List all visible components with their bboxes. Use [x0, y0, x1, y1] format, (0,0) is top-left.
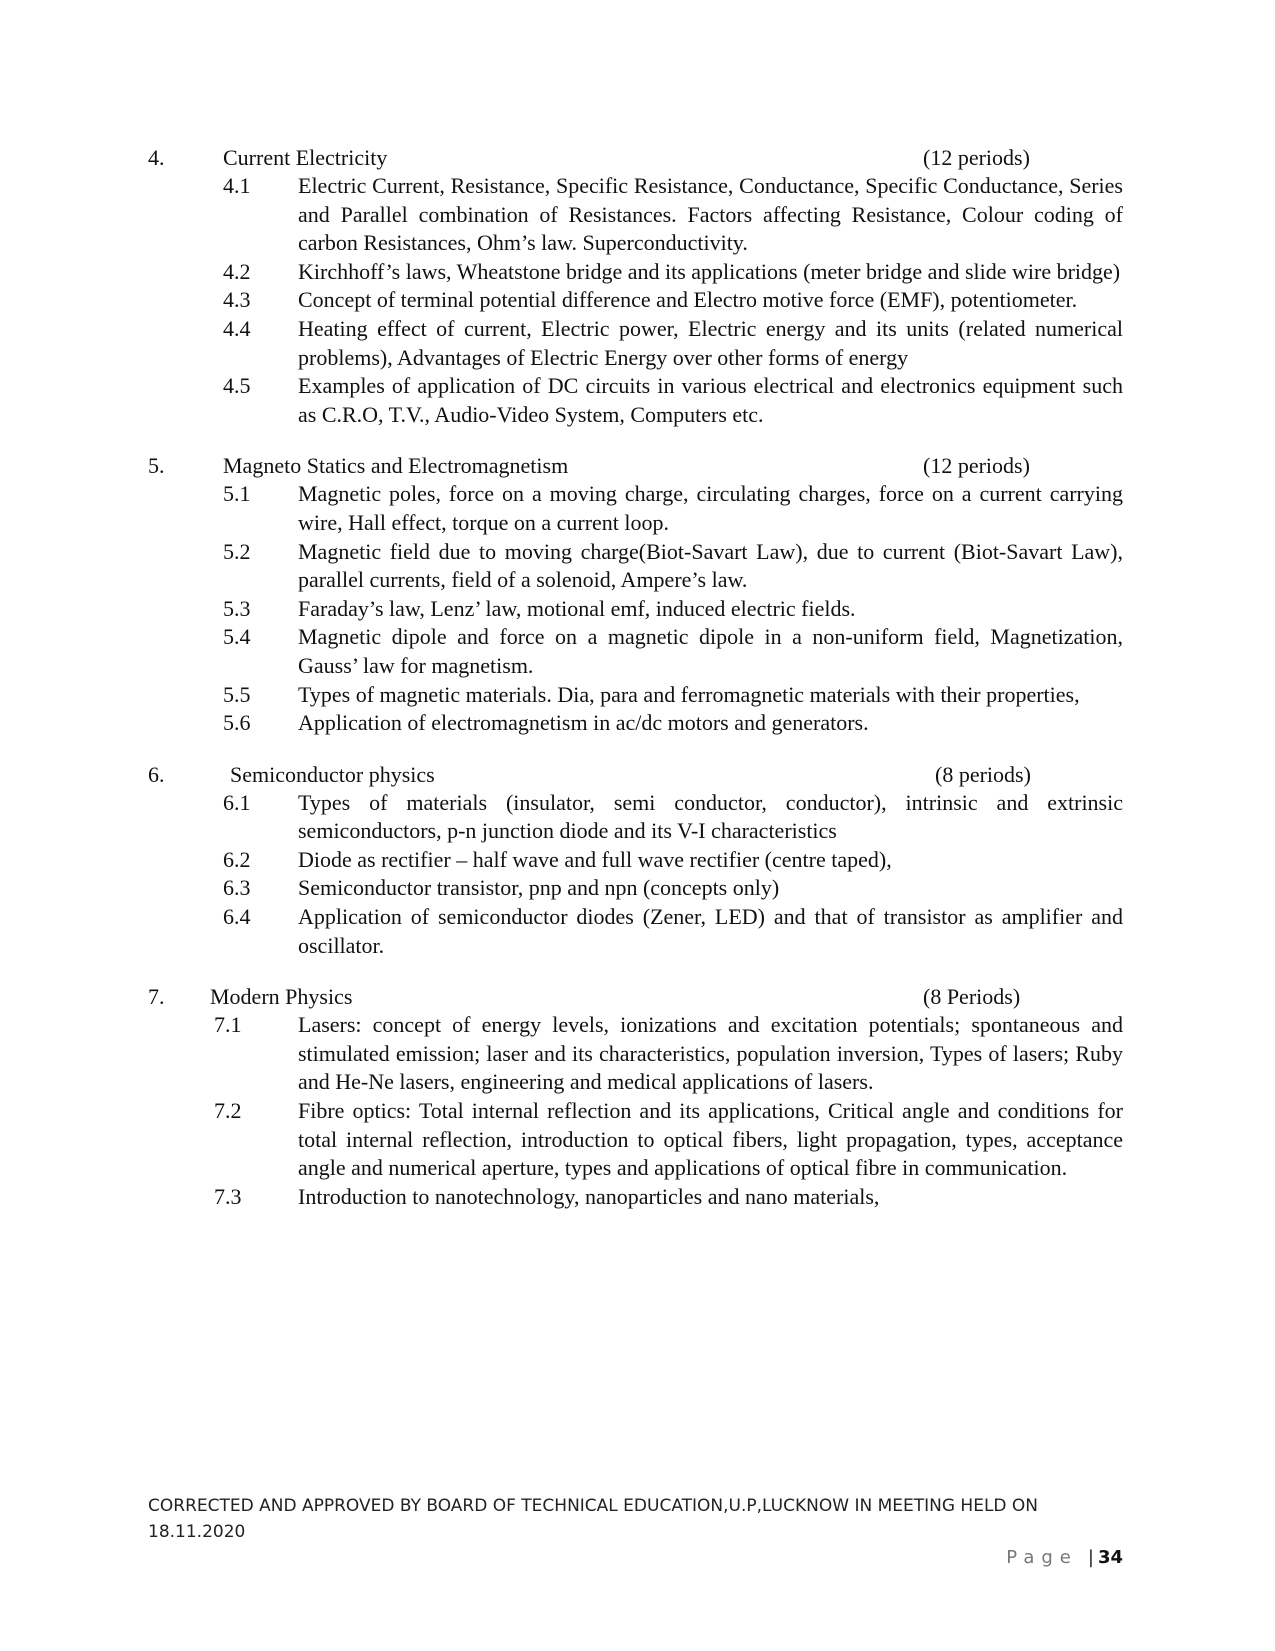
- topic-text: Electric Current, Resistance, Specific Resistance, Conductance, Specific Conductance, Series and Parallel combination of Resistances. Factors affecting Resistance, Colour coding of carbon Resistances, Ohm’s law. Superconductivity.: [298, 173, 1123, 256]
- section-heading: [148, 451, 1123, 480]
- topic-number: 6.2: [223, 846, 251, 872]
- topic-number: 7.2: [214, 1098, 242, 1124]
- topic-number: 5.3: [223, 595, 251, 621]
- topic-item: [148, 903, 1123, 960]
- topic-text: Application of electromagnetism in ac/dc motors and generators.: [298, 710, 869, 736]
- topic-text: Magnetic dipole and force on a magnetic dipole in a non-uniform field, Magnetization, Gauss’ law for magnetism.: [298, 624, 1123, 678]
- section-modern-physics: [148, 982, 1123, 1211]
- section-semiconductor-physics: [148, 760, 1123, 961]
- topic-item: [148, 846, 1123, 875]
- topic-text: Concept of terminal potential difference and Electro motive force (EMF), potentiometer.: [298, 287, 1078, 313]
- footer-date: 18.11.2020: [148, 1522, 246, 1542]
- section-magneto-statics: [148, 451, 1123, 737]
- topic-item: [148, 1183, 1123, 1212]
- topic-item: [148, 681, 1123, 710]
- section-number: 6.: [148, 761, 165, 787]
- topic-number: 7.3: [214, 1183, 242, 1209]
- topic-item: [148, 538, 1123, 595]
- footer-approval-line: CORRECTED AND APPROVED BY BOARD OF TECHNICAL EDUCATION,U.P,LUCKNOW IN MEETING HELD ON: [148, 1496, 1039, 1516]
- topic-number: 6.3: [223, 875, 251, 901]
- topic-text: Lasers: concept of energy levels, ionizations and excitation potentials; spontaneous and stimulated emission; laser and its characteristics, population inversion, Types of lasers; Ruby and He-Ne lasers, engineering and medical applications of lasers.: [298, 1012, 1123, 1095]
- topic-number: 4.3: [223, 287, 251, 313]
- section-title: Current Electricity: [223, 145, 388, 170]
- section-title: Modern Physics: [210, 984, 353, 1010]
- topic-number: 5.2: [223, 538, 251, 564]
- page-number: 34: [1097, 1547, 1123, 1568]
- topic-item: [148, 372, 1123, 429]
- section-periods: (8 Periods): [923, 984, 1021, 1010]
- topic-number: 5.5: [223, 681, 251, 707]
- topic-item: [148, 1011, 1123, 1097]
- topic-number: 4.1: [223, 173, 251, 198]
- topic-item: [148, 709, 1123, 738]
- page-label: Page: [1006, 1547, 1078, 1568]
- topic-item: [148, 789, 1123, 846]
- section-number: 4.: [148, 145, 165, 170]
- topic-item: [148, 623, 1123, 680]
- topic-number: 5.1: [223, 481, 251, 507]
- topic-text: Heating effect of current, Electric power, Electric energy and its units (related numerical problems), Advantages of Electric Energy over other forms of energy: [298, 315, 1123, 370]
- topic-text: Faraday’s law, Lenz’ law, motional emf, induced electric fields.: [298, 595, 856, 621]
- section-periods: (8 periods): [935, 761, 1031, 787]
- section-current-electricity: [148, 143, 1123, 429]
- topic-text: Introduction to nanotechnology, nanoparticles and nano materials,: [298, 1183, 880, 1209]
- topic-number: 6.4: [223, 904, 251, 930]
- topic-item: [148, 874, 1123, 903]
- topic-number: 6.1: [223, 789, 251, 815]
- topic-text: Fibre optics: Total internal reflection and its applications, Critical angle and conditions for total internal reflection, introduction to optical fibers, light propagation, types, acceptance angle and numerical aperture, types and applications of optical fibre in communication.: [298, 1098, 1123, 1181]
- section-heading: [148, 143, 1123, 172]
- topic-number: 5.6: [223, 710, 251, 736]
- topic-text: Semiconductor transistor, pnp and npn (concepts only): [298, 875, 780, 901]
- section-heading: [148, 760, 1123, 789]
- section-number: 5.: [148, 453, 165, 479]
- topic-text: Types of materials (insulator, semi conductor, conductor), intrinsic and extrinsic semiconductors, p-n junction diode and its V-I characteristics: [298, 789, 1123, 844]
- topic-number: 4.5: [223, 373, 251, 399]
- topic-text: Examples of application of DC circuits in various electrical and electronics equipment such as C.R.O, T.V., Audio-Video System, Computers etc.: [298, 373, 1123, 427]
- topic-text: Magnetic poles, force on a moving charge, circulating charges, force on a current carrying wire, Hall effect, torque on a current loop.: [298, 481, 1123, 535]
- page-number-block: [1006, 1547, 1123, 1568]
- topic-number: 4.2: [223, 258, 251, 284]
- approval-footer: [148, 1493, 1128, 1545]
- section-title: Magneto Statics and Electromagnetism: [223, 453, 569, 479]
- section-periods: (12 periods): [923, 145, 1030, 170]
- topic-item: [148, 480, 1123, 537]
- topic-item: [148, 315, 1123, 372]
- topic-item: [148, 258, 1123, 287]
- topic-text: Magnetic field due to moving charge(Biot-Savart Law), due to current (Biot-Savart Law), parallel currents, field of a solenoid, Ampere’s law.: [298, 538, 1123, 593]
- topic-number: 5.4: [223, 624, 251, 650]
- page-separator: |: [1087, 1547, 1094, 1568]
- topic-text: Application of semiconductor diodes (Zener, LED) and that of transistor as amplifier and oscillator.: [298, 904, 1123, 958]
- section-heading: [148, 982, 1123, 1011]
- topic-item: [148, 172, 1123, 258]
- syllabus-content: [148, 143, 1123, 1211]
- topic-item: [148, 1097, 1123, 1183]
- topic-number: 7.1: [214, 1012, 242, 1038]
- topic-text: Diode as rectifier – half wave and full wave rectifier (centre taped),: [298, 846, 892, 872]
- topic-item: [148, 595, 1123, 624]
- section-title: Semiconductor physics: [230, 761, 435, 787]
- section-periods: (12 periods): [923, 453, 1030, 479]
- topic-text: Types of magnetic materials. Dia, para and ferromagnetic materials with their properties,: [298, 681, 1080, 707]
- topic-number: 4.4: [223, 315, 251, 341]
- topic-item: [148, 286, 1123, 315]
- topic-text: Kirchhoff’s laws, Wheatstone bridge and its applications (meter bridge and slide wire bridge): [298, 258, 1121, 284]
- section-number: 7.: [148, 984, 165, 1010]
